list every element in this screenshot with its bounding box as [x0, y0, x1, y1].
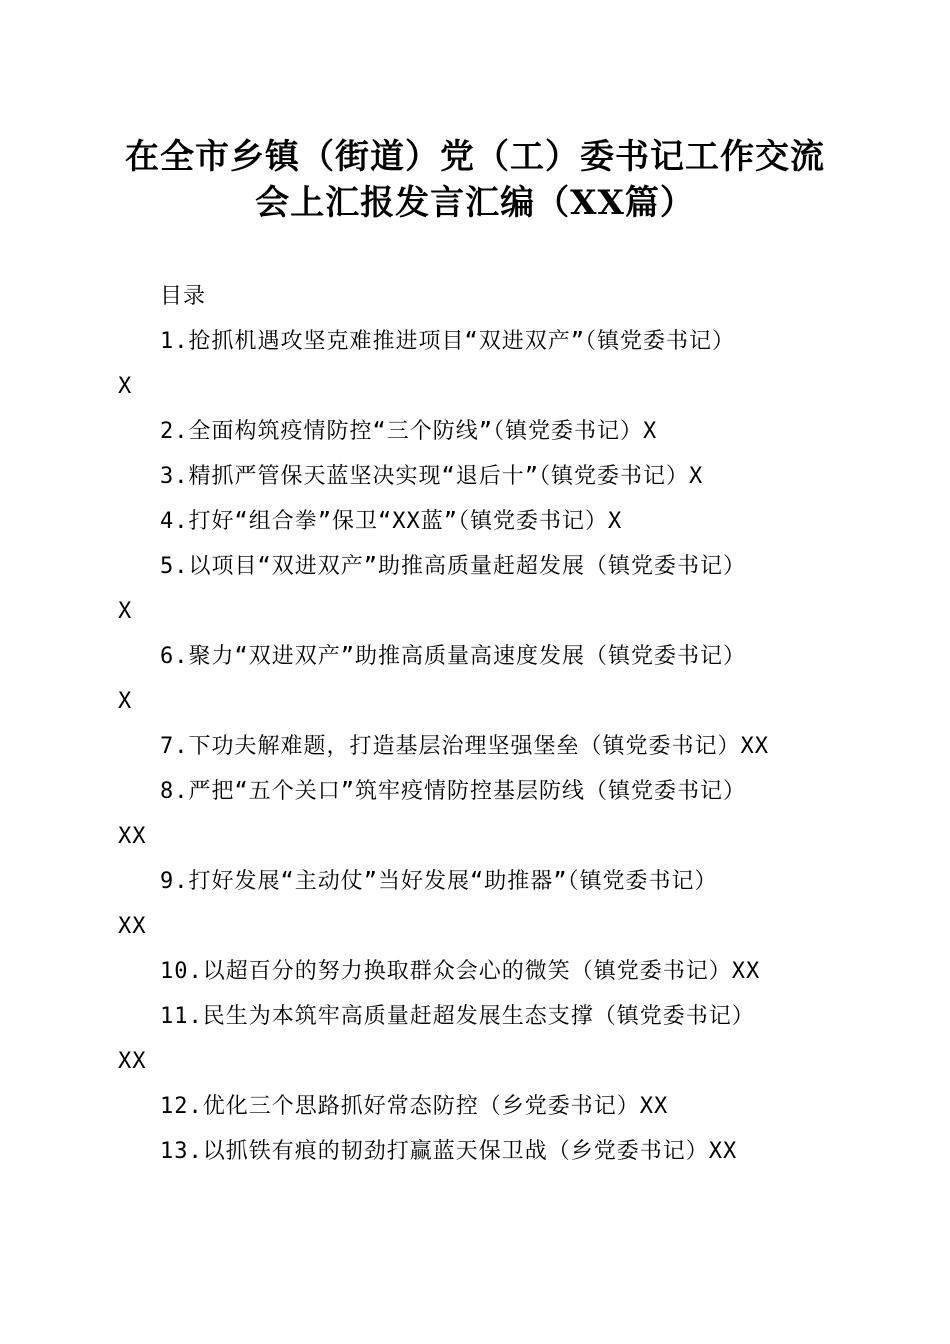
toc-item: 9.打好发展“主动仗”当好发展“助推器”（镇党委书记） — [160, 869, 718, 894]
toc-item-page-ref: XX — [118, 824, 147, 849]
toc-item-page-ref: X — [118, 374, 133, 399]
toc-item: 8.严把“五个关口”筑牢疫情防控基层防线（镇党委书记） — [160, 779, 746, 804]
toc-item-page-ref: X — [118, 599, 133, 624]
toc-heading: 目录 — [160, 284, 207, 309]
toc-item: 2.全面构筑疫情防控“三个防线”（镇党委书记）X — [160, 419, 658, 444]
toc-item: 6.聚力“双进双产”助推高质量高速度发展（镇党委书记） — [160, 644, 746, 669]
toc-item-page-ref: XX — [118, 1049, 147, 1074]
document-title — [100, 134, 850, 226]
toc-list — [118, 319, 818, 1174]
toc-item: 13.以抓铁有痕的韧劲打赢蓝天保卫战（乡党委书记）XX — [160, 1139, 738, 1164]
toc-item: 12.优化三个思路抓好常态防控（乡党委书记）XX — [160, 1094, 669, 1119]
toc-item: 4.打好“组合拳”保卫“XX蓝”（镇党委书记）X — [160, 509, 623, 534]
toc-item: 5.以项目“双进双产”助推高质量赶超发展（镇党委书记） — [160, 554, 746, 579]
toc-item-page-ref: X — [118, 689, 133, 714]
document-title-line-1: 在全市乡镇（街道）党（工）委书记工作交流 — [125, 137, 825, 177]
toc-item: 10.以超百分的努力换取群众会心的微笑（镇党委书记）XX — [160, 959, 761, 984]
toc-item: 1.抢抓机遇攻坚克难推进项目“双进双产”（镇党委书记） — [160, 329, 735, 354]
toc-item: 7.下功夫解难题，打造基层治理坚强堡垒（镇党委书记）XX — [160, 734, 769, 759]
table-of-contents — [118, 274, 818, 1174]
toc-item-page-ref: XX — [118, 914, 147, 939]
toc-item: 11.民生为本筑牢高质量赶超发展生态支撑（镇党委书记） — [160, 1004, 755, 1029]
toc-item: 3.精抓严管保天蓝坚决实现“退后十”（镇党委书记）X — [160, 464, 704, 489]
document-title-line-2: 会上汇报发言汇编（XX篇） — [255, 183, 695, 223]
